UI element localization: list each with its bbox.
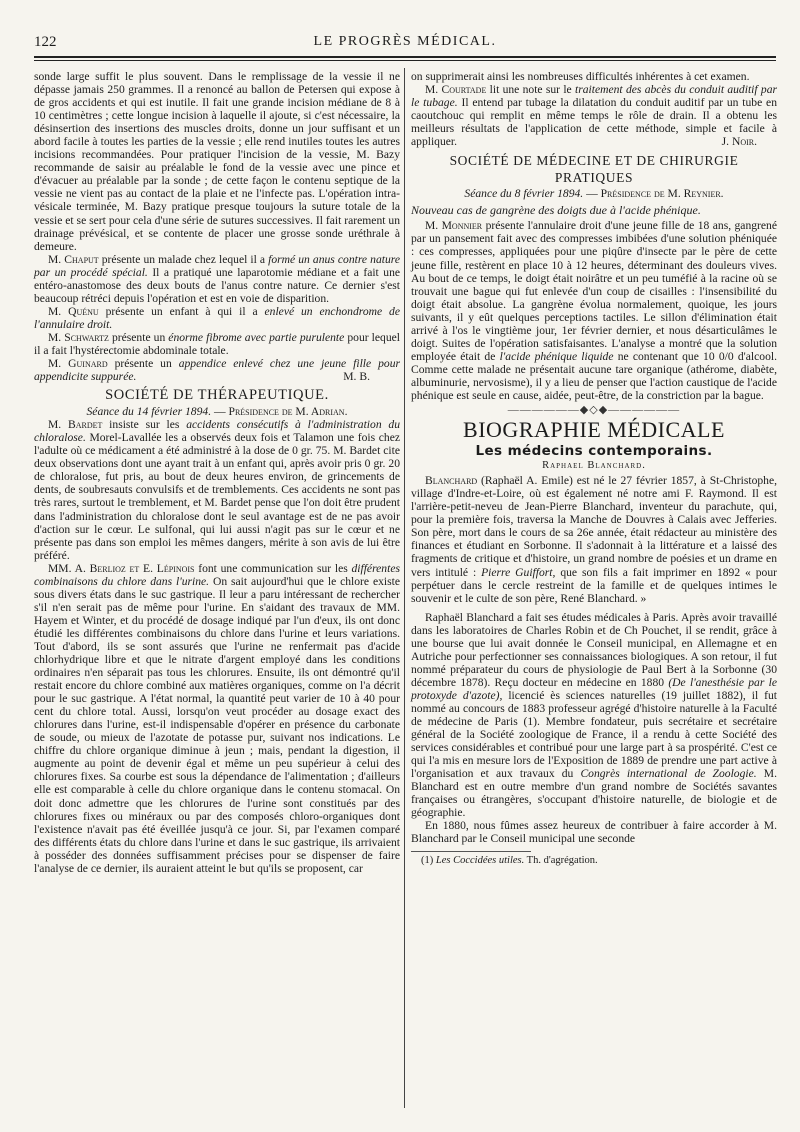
signature: J. Noir. [721, 135, 757, 149]
seance-line [411, 187, 777, 200]
paragraph-text: licencié ès sciences naturelles (19 juillet 1882), il fut nommé au concours de 1883 professeur agrégé d'histoire naturelle à la Faculté de médecine de Paris (1). Membre fondateur, puis secrétaire et secrétaire général de la Société zoologique de France, il a rendu à cette Société des services considérables et contribué pour une large part à sa prospérité. C'est ce qui l'a mis en mesure lors de l'Exposition de 1889 de prendre une part active à l'organisation et aux travaux du [411, 688, 777, 781]
presidence: — Présidence de M. Reynier. [583, 187, 724, 201]
paragraph-text: Raphaël Blanchard a fait ses études médicales à Paris. Après avoir travaillé dans les laboratoires de Charles Robin et de Ch Pouchet, il se rendit, grâce à une bourse que lui avait donnée le Conseil municipal, en Allemagne et en Autriche pour perfectionner ses connaissances biologiques. A son retour, il fut nommé préparateur du cours de physiologie de Paul Bert à la Sorbonne (30 décembre 1878). Reçu docteur en médecine en 1880 [411, 610, 777, 689]
paragraph-text: Il a pratiqué une laparotomie médiane et a fait une entéro-anastomose des deux bouts de l'anus contre nature. Ce dernier s'est beaucoup rétréci depuis l'opération et est en voie de disparition. [34, 265, 401, 305]
paragraph-text: ne contenant que 10 0/0 d'alcool. Comme cette malade ne présentait aucune tare organique (athérome, diabète, albuminurie, nervosisme), il y a lieu de penser que l'action caustique de l'acide phénique est seule en cause, aidée, peut-être, de la constriction par la bague. [411, 349, 777, 402]
paragraph-text: Il entend par tubage la dilatation du conduit auditif par un tube en caoutchouc qui remplit en même temps le rôle de drain. Il a obtenu les meilleurs résultats de l'application de cette méthode, simple et facile à appliquer. [411, 96, 777, 149]
paragraph-text: (Raphaël A. Emile) est né le 27 février 1857, à St-Christophe, village d'Indre-et-Loire, où est également né notre ami F. Raymond. Il est l'arrière-petit-neveu de Jean-Pierre Blanchard, inventeur du parachute, qui, pour la première fois, traversa la Manche de Douvres à Calais avec Jefferies. Son père, mort dans le cours de sa 26e année, était rédacteur au ministère des finances et étudiant en Sorbonne. Il s'adonnait à la littérature et a laissé des fragments de critique et d'histoire, un grand nombre de poésies et un drame en vers intitulé : [411, 474, 777, 579]
seance-date: Séance du 14 février 1894. [86, 405, 212, 419]
case-title: Nouveau cas de gangrène des doigts due à l'acide phénique. [411, 203, 701, 218]
paragraph-text: Morel-Lavallée les a observés deux fois et Talamon une fois chez l'adulte où ce médicament a été administré à la dose de 0 gr. 75. M. Bardet cite deux observations dont une ayant trait à un enfant qui, après avoir pris 0 gr. 20 de chloralose, fut pris, au bout de deux heures environ, de grincements de dents, de soubresauts convulsifs et de tremblements. Ces accidents ne sont pas très rares, surtout le tremblement, et M. Bardet pense que l'on doit être prudent dans l'administration du chloralose dont le seul avantage est de ne pas avoir d'action sur le cœur. Le sulfonal, qui lui aussi n'agit pas sur le cœur et ne présente pas dans son emploi les mêmes dangers, mérite à son avis de lui être préféré. [34, 431, 400, 562]
right-column [411, 70, 777, 868]
biography-subtitle: Les médecins contemporains. [475, 443, 713, 460]
italic-topic: différentes combinaisons du chlore dans l'urine. [34, 561, 400, 588]
paragraph-text: présente un malade chez lequel il a [98, 252, 269, 266]
paragraph-text: font une communication sur les [194, 561, 352, 575]
paragraph-text: que son fils a fait imprimer en 1892 « pour perpétuer dans le cercle restreint de la famille et de quelques intimes le souvenir et le culte de son père, René Blanchard. » [411, 565, 777, 605]
italic-topic: appendice enlevé chez une jeune fille pour appendicite suppurée. [34, 357, 400, 384]
paragraph-berlioz [34, 562, 400, 875]
signature: M. B. [343, 370, 370, 384]
header-rule-thin [34, 60, 776, 61]
paragraph-text: insiste sur les [102, 418, 187, 432]
footnote-title: Les Coccidées utiles. [435, 855, 525, 867]
italic-topic: traitement des abcès du conduit auditif par le tubage. [411, 83, 778, 110]
paragraph-bazy: sonde large suffit le plus souvent. Dans le remplissage de la vessie il ne dépasse jamais 250 grammes. Il a renoncé au ballon de Petersen qui expose à de gros accidents et qui est inutile. Il fait une grande incision médiane de 8 à 10 centimètres ; cette longue incision à laquelle il ajoute, si c'est nécessaire, la désinsertion des insertions des muscles droits, donne un jour suffisant et un abord facile à toutes les parties de la vessie ; elle rend inutiles toutes les autres incisions recommandées. Pour pratiquer l'incision de la vessie, M. Bazy recommande de saisir au préalable le fond de la vessie avec une pince et d'évacuer au préalable par la sonde ; de cette façon le contenu septique de la vessie ne vient pas au contact de la plaie et ne l'infecte pas. L'opération intra-vésicale terminée, M. Bazy pratique presque toujours la suture totale de la vessie et se sert pour cela d'une série de sutures successives. Il fait rarement un drainage prévésical, et se contente de placer une grosse sonde uréthrale à demeure. [34, 70, 400, 253]
italic-topic: énorme fibrome avec partie purulente [168, 330, 345, 344]
paragraph-bardet [34, 418, 400, 562]
paragraph-courtade [411, 83, 777, 148]
paragraph-continuation: on supprimerait ainsi les nombreuses difficultés inhérentes à cet examen. [411, 70, 750, 83]
subject-name: Blanchard [425, 474, 478, 488]
column-divider [404, 68, 405, 1108]
paragraph-text: M. Blanchard est en outre membre d'un grand nombre de Sociétés savantes françaises ou étrangères, s'occupant d'histoire naturelle, de biologie et de géographie. [411, 767, 777, 820]
page-number: 122 [34, 34, 57, 50]
speaker-name: MM. A. Berlioz et E. Lépinois [48, 561, 195, 575]
italic-topic: enlevé un enchondrome de l'annulaire droit. [34, 304, 400, 331]
paragraph-text: On sait aujourd'hui que le chlore existe sous divers états dans le suc gastrique. Il leur a paru intéressant de rechercher s'il n'en serait pas de même pour l'urine. En s'aidant des travaux de MM. Hayem et Winter, et du procédé de dosage indiqué par l'un d'eux, ils ont donc étudié les différentes combinaisons du chlore dans l'urine et leurs variations. Tout d'abord, ils se sont assurés que l'urine ne renfermait pas d'acide chlorhydrique libre et que le nitrate d'argent employé dans les conditions ordinaires n'en séparait pas tous les chlorures. Ensuite, ils ont démontré qu'il restait encore du chlore combiné aux matières organiques, comme on l'a décrit pour le suc gastrique. A l'état normal, la quantité peut varier de 10 à 40 pour cent du chlore total. Aussi, lorsqu'on veut procéder au dosage exact des chlorures dans l'urine, est-il indispensable d'opérer en présence du carbonate de soude, ou mieux de l'azotate de potasse pur, suivant nos indications. Le chiffre du chlore organique diminue à jeun ; mais, pendant la digestion, il augmente au point de devenir égal et même un peu supérieur à celui des chlorures fixes. Sa courbe est sous la dépendance de l'alimentation ; d'ailleurs elle est comparable à celle du chlore organique dans le contenu stomacal. On doit donc admettre que les chlorures de l'urine sont constitués par des chlorures fixes ou minéraux ou par des composés chloro-organiques dont l'existence n'avait pas été éveillée jusqu'à ce jour. Si, par l'examen comparé des différents états du chlore dans l'urine et dans le suc gastrique, ils arrivaient à posséder des données suffisamment précises pour se dispenser de faire l'analyse de ce dernier, ils auraient atteint le but qu'ils se proposent, car [34, 574, 400, 875]
speaker-name: M. Schwartz [48, 330, 109, 344]
speaker-name: M. Bardet [48, 418, 103, 432]
paragraph-text: présente un enfant à qui il a [98, 304, 265, 318]
header-rule [34, 56, 776, 58]
paragraph-blanchard-birth [411, 474, 777, 604]
italic-title: Pierre Guiffort, [481, 565, 556, 579]
italic-topic: l'acide phénique liquide [499, 349, 614, 363]
speaker-name: M. Monnier [425, 219, 483, 233]
footnote [411, 854, 777, 867]
speaker-name: M. Guinard [48, 357, 108, 371]
footnote-rule [411, 851, 531, 852]
running-title: LE PROGRÈS MÉDICAL. [313, 34, 497, 49]
ornament-divider: ——————◆◇◆—————— [507, 404, 681, 417]
left-column [34, 70, 400, 875]
paragraph-chaput [34, 253, 400, 305]
biography-title: BIOGRAPHIE MÉDICALE [463, 417, 725, 443]
italic-title: (De l'anesthésie par le protoxyde d'azote), [411, 675, 777, 702]
paragraph-text: pour lequel il a fait l'hystérectomie abdominale totale. [34, 330, 400, 357]
speaker-name: M. Courtade [425, 83, 487, 97]
italic-topic: formé un anus contre nature par un procédé spécial. [34, 252, 400, 279]
italic-title: Congrès international de Zoologie. [580, 767, 757, 781]
paragraph-text: présente un [107, 357, 179, 371]
seance-line [34, 405, 400, 418]
paragraph-text: lit une note sur le [486, 83, 575, 97]
paragraph-schwartz [34, 331, 400, 357]
section-title-therapeutique: SOCIÉTÉ DE THÉRAPEUTIQUE. [105, 387, 329, 404]
section-title-medecine: SOCIÉTÉ DE MÉDECINE ET DE CHIRURGIE PRATIQUES [449, 153, 739, 186]
presidence: — Présidence de M. Adrian. [211, 405, 348, 419]
biography-subject: Raphael Blanchard. [542, 460, 646, 472]
paragraph-text: présente l'annulaire droit d'une jeune fille de 18 ans, gangrené par un pansement fait avec des compresses imbibées d'une solution phéniquée : ces compresses, appliquées pour une piqûre d'insecte par le père de cette jeune fille, restèrent en place 10 à 12 heures, déterminant des douleurs vives. Au bout de ce temps, le doigt était noirâtre et un peu tuméfié à la racine où se trouvait une bague qui fut enlevée d'un coup de cisailles : l'insensibilité du doigt était absolue. La gangrène évolua normalement, quoique, les jours suivants, il y eût quelques perceptions tactiles. Le sillon d'élimination était arrivé à l'os le vingtième jour, 1er février dernier, et nous désarticulâmes le doigt. Suites de l'opération satisfaisantes. L'analyse a montré que la solution employée était de [411, 219, 777, 363]
paragraph-monnier [411, 219, 777, 402]
footnote-mark: (1) [421, 855, 436, 867]
speaker-name: M. Chaput [48, 252, 99, 266]
footnote-text: Th. d'agrégation. [524, 855, 598, 867]
speaker-name: M. Quénu [48, 304, 99, 318]
paragraph-guinard [34, 357, 400, 383]
paragraph-blanchard-career [411, 611, 777, 820]
paragraph-blanchard-1880: En 1880, nous fûmes assez heureux de contribuer à faire accorder à M. Blanchard par le Conseil municipal une seconde [411, 819, 777, 846]
page-header [34, 30, 776, 54]
paragraph-text: présente un [108, 330, 169, 344]
paragraph-quenu [34, 305, 400, 331]
italic-topic: accidents consécutifs à l'administration du chloralose. [34, 418, 400, 445]
seance-date: Séance du 8 février 1894. [464, 187, 584, 201]
